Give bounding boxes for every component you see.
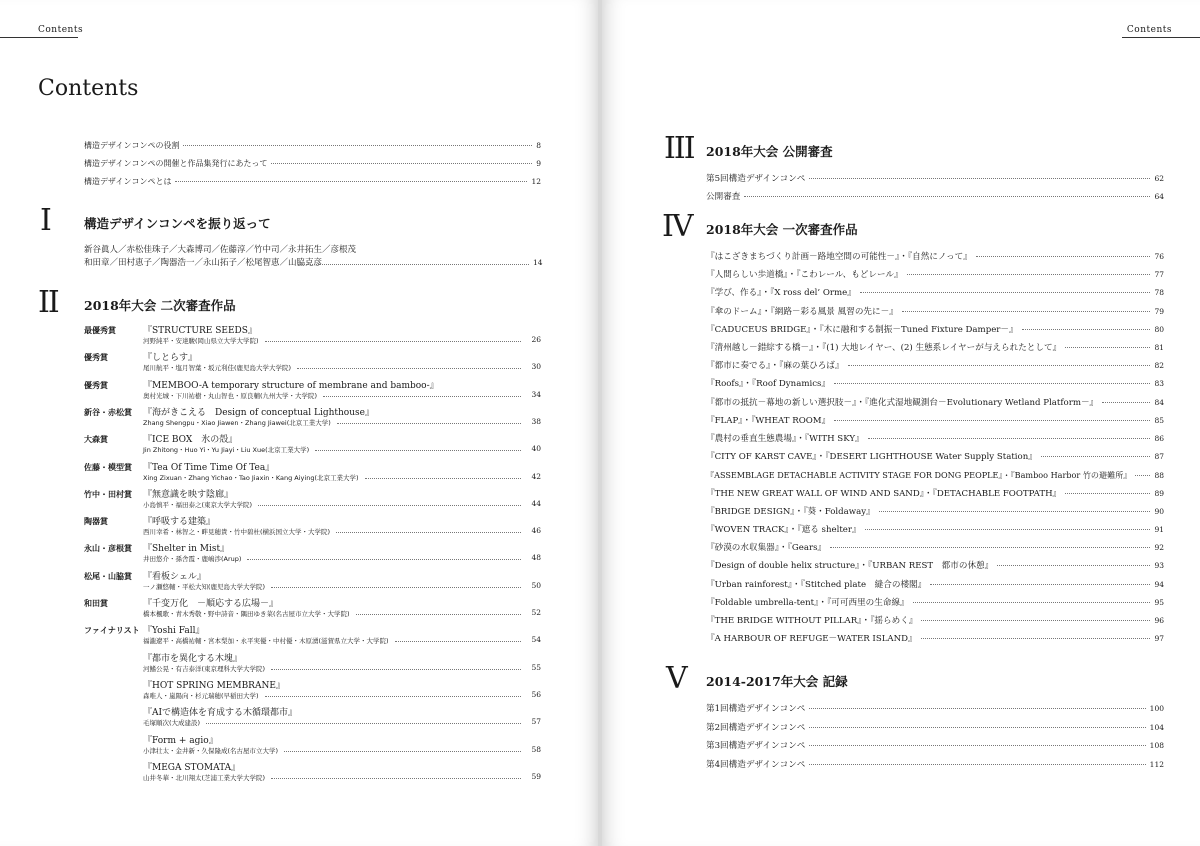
leader-dots: [921, 638, 1151, 639]
leader-dots: [297, 368, 521, 369]
toc-entry-page: 9: [536, 159, 541, 168]
running-head-left: Contents: [38, 25, 84, 35]
toc-entry[interactable]: [706, 739, 1164, 753]
toc-entry-label: 第4回構造デザインコンペ: [706, 759, 806, 770]
entry-title: 『海がきこえる Design of conceptual Lighthouse』: [143, 407, 374, 418]
toc-entry-label: 『Foldable umbrella-tent』・『可可西里の生命線』: [706, 597, 909, 608]
entry-members: 毛塚順次(大成建設): [143, 719, 201, 728]
leader-dots: [1022, 329, 1151, 330]
toc-entry[interactable]: [706, 721, 1164, 735]
entry-title: 『Tea Of Time Time Of Tea』: [143, 462, 275, 473]
toc-entry-label: 『都市に奏でる』・『麻の葉ひろば』: [706, 361, 844, 372]
leader-dots: [834, 383, 1150, 384]
entry-title: 『STRUCTURE SEEDS』: [143, 326, 257, 336]
section-numeral-3: III: [664, 131, 694, 166]
award-label: ファイナリスト: [84, 626, 140, 636]
entry-page: 38: [531, 416, 541, 426]
toc-entry[interactable]: [84, 140, 541, 152]
leader-dots: [336, 532, 521, 533]
toc-entry-page: 108: [1149, 741, 1164, 750]
toc-entry-label: 第1回構造デザインコンペ: [706, 704, 806, 714]
leader-dots: [1135, 475, 1150, 476]
leader-dots: [284, 751, 521, 752]
leader-dots: [365, 478, 521, 479]
toc-entry-page: 112: [1149, 759, 1164, 769]
entry-page: 52: [531, 608, 541, 617]
toc-entry[interactable]: [706, 541, 1164, 555]
toc-entry-page: 93: [1154, 561, 1164, 571]
entry-title: 『呼吸する建築』: [143, 517, 216, 528]
award-entry[interactable]: [84, 486, 541, 514]
entry-page: 42: [531, 471, 541, 481]
entry-members: 尾川航平・塩月智葉・坂元利佳(鹿児島大学大学院): [143, 364, 292, 373]
toc-entry-label: 『人間らしい歩道橋』・『こわレール、もどレール』: [706, 270, 903, 281]
toc-entry-page: 80: [1154, 324, 1164, 334]
entry-members: 井田悠介・孫舎霞・鹿嶋渉(Arup): [143, 555, 242, 564]
toc-entry[interactable]: [706, 487, 1164, 501]
toc-entry-page: 8: [536, 141, 541, 150]
section-numeral-1: I: [40, 203, 50, 238]
leader-dots: [744, 196, 1150, 197]
entry-page: 58: [531, 744, 541, 754]
award-label: 松尾・山脇賞: [84, 571, 132, 581]
entry-members: Xing Zixuan・Zhang Yichao・Tao Jiaxin・Kang Aiying(北京工業大学): [143, 473, 359, 482]
leader-dots: [907, 274, 1151, 275]
toc-entry[interactable]: [706, 359, 1164, 373]
toc-entry-label: 構造デザインコンペとは: [84, 177, 172, 186]
toc-entry-page: 97: [1154, 634, 1164, 644]
toc-entry[interactable]: [706, 578, 1164, 592]
toc-entry[interactable]: [706, 614, 1164, 628]
leader-dots: [183, 145, 532, 146]
page-title: Contents: [38, 76, 139, 101]
section-title-1[interactable]: 構造デザインコンペを振り返って: [84, 216, 271, 231]
toc-entry[interactable]: [706, 396, 1164, 410]
award-label: 佐藤・模型賞: [84, 462, 132, 472]
leader-dots: [337, 423, 521, 424]
toc-entry-page: 62: [1154, 174, 1164, 183]
toc-entry-page: 95: [1154, 597, 1164, 607]
leader-dots: [206, 723, 521, 724]
toc-entry-page: 86: [1154, 434, 1164, 443]
members-line: 和田章／田村恵子／陶器浩一／永山拓子／松尾智恵／山脇克彦: [84, 258, 323, 268]
toc-entry-label: 『砂漠の水収集器』・『Gears』: [706, 543, 827, 554]
section1-members: [84, 244, 356, 270]
toc-entry-page: 79: [1154, 306, 1164, 316]
toc-entry[interactable]: [706, 468, 1164, 482]
award-entry[interactable]: [84, 322, 541, 350]
toc-entry-page: 76: [1154, 252, 1164, 261]
toc-entry-label: 『CADUCEUS BRIDGE』・『木に融和する制振－Tuned Fixture Damper－』: [706, 324, 1018, 335]
leader-dots: [356, 614, 521, 615]
leader-dots: [1102, 402, 1150, 403]
leader-dots: [1041, 456, 1151, 457]
toc-entry-label: 『Design of double helix structure』・『URBAN REST 都市の休憩』: [706, 561, 994, 572]
leader-dots: [247, 559, 521, 560]
entry-title: 『Form + agio』: [143, 735, 218, 746]
toc-entry[interactable]: [706, 414, 1164, 428]
toc-entry-label: 『学び、作る』・『X ross del’ Orme』: [706, 288, 856, 299]
leader-dots: [1065, 493, 1150, 494]
toc-entry[interactable]: [706, 505, 1164, 519]
entry-page: 50: [531, 580, 541, 590]
toc-entry[interactable]: [84, 176, 541, 188]
entry-title: 『Yoshi Fall』: [143, 626, 205, 637]
toc-entry[interactable]: [706, 172, 1164, 186]
award-entry[interactable]: [84, 377, 541, 405]
toc-entry-page: 89: [1154, 488, 1164, 498]
toc-entry[interactable]: [706, 377, 1164, 391]
section1-page[interactable]: 14: [533, 258, 543, 267]
toc-entry-page: 92: [1154, 543, 1164, 553]
toc-entry-page: 78: [1154, 288, 1164, 298]
toc-entry-page: 64: [1154, 192, 1164, 201]
toc-entry-label: 『農村の垂直生態農場』・『WITH SKY』: [706, 434, 864, 444]
award-entry[interactable]: [84, 404, 541, 432]
entry-title: 『HOT SPRING MEMBRANE』: [143, 680, 285, 691]
award-label: 永山・彦根賞: [84, 544, 132, 554]
leader-dots: [175, 181, 527, 182]
running-head-right: Contents: [1126, 25, 1172, 35]
leader-dots: [976, 256, 1151, 257]
entry-members: 山井冬華・北川翔太(芝浦工業大学大学院): [143, 773, 266, 782]
entry-page: 54: [531, 635, 541, 645]
toc-entry-label: 『傘のドーム』・『網路－彩る風景 風習の先に－』: [706, 306, 898, 317]
toc-entry-label: 『Urban rainforest』・『Stitched plate 縫合の楼閣』: [706, 579, 927, 590]
leader-dots: [271, 669, 521, 670]
header-rule-left: [0, 37, 78, 38]
entry-members: 河野純平・安達駿(岡山県立大学大学院): [143, 337, 259, 345]
section-numeral-2: II: [38, 285, 58, 320]
award-label: 優秀賞: [84, 353, 108, 363]
toc-entry-page: 84: [1154, 397, 1164, 407]
toc-entry-page: 104: [1149, 722, 1164, 732]
leader-dots: [809, 764, 1145, 765]
toc-entry-page: 100: [1149, 704, 1164, 713]
toc-entry[interactable]: [706, 559, 1164, 573]
award-entry[interactable]: [84, 459, 541, 487]
toc-entry-label: 第3回構造デザインコンペ: [706, 741, 806, 751]
entry-title: 『看板シェル』: [143, 571, 206, 582]
leader-dots: [868, 438, 1151, 439]
award-entry[interactable]: [84, 431, 541, 459]
award-entry[interactable]: [84, 595, 541, 623]
toc-entry-page: 83: [1154, 379, 1164, 389]
award-entry[interactable]: [84, 568, 541, 596]
leader-dots: [809, 745, 1145, 746]
entry-page: 46: [531, 526, 541, 536]
toc-entry-label: 『A HARBOUR OF REFUGE－WATER ISLAND』: [706, 634, 917, 645]
award-entry[interactable]: [84, 650, 541, 678]
award-label: 優秀賞: [84, 380, 108, 390]
leader-dots: [271, 587, 521, 588]
toc-entry[interactable]: [706, 432, 1164, 446]
leader-dots: [921, 620, 1150, 621]
entry-title: 『ICE BOX 氷の殻』: [143, 435, 238, 446]
toc-entry-label: 『CITY OF KARST CAVE』・『DESERT LIGHTHOUSE Water Supply Station』: [706, 452, 1037, 463]
toc-entry-page: 77: [1154, 270, 1164, 280]
toc-entry-page: 91: [1154, 525, 1164, 534]
entry-title: 『無意識を映す陰廊』: [143, 489, 234, 500]
entry-members: 福瀧遼平・高橋祐輔・宮本梨加・永平実優・中村優・木原湧(滋賀県立大学・大学院): [143, 637, 389, 646]
toc-entry-label: 『ASSEMBLAGE DETACHABLE ACTIVITY STAGE FOR DONG PEOPLE』・『Bamboo Harbor 竹の避難所』: [706, 470, 1132, 481]
toc-entry-page: 90: [1154, 506, 1164, 516]
entry-members: 小津壮太・金井新・久保隆成(名古屋市立大学): [143, 746, 279, 755]
award-label: 竹中・田村賞: [84, 489, 132, 499]
leader-dots: [860, 292, 1151, 293]
toc-entry-label: 『FLAP』・『WHEAT ROOM』: [706, 415, 831, 426]
leader-dots: [913, 602, 1151, 603]
toc-entry-label: 構造デザインコンペの役割: [84, 141, 180, 150]
entry-members: Jin Zhitong・Huo Yi・Yu Jiayi・Liu Xue(北京工業大学): [143, 446, 310, 455]
toc-entry-page: 82: [1154, 361, 1164, 371]
entry-page: 56: [531, 689, 541, 699]
leader-dots: [930, 584, 1150, 585]
section-numeral-5: V: [666, 661, 686, 696]
leader-dots: [265, 696, 521, 697]
toc-entry[interactable]: [706, 341, 1164, 355]
toc-entry-label: 『THE NEW GREAT WALL OF WIND AND SAND』・『DETACHABLE FOOTPATH』: [706, 488, 1062, 499]
award-entry[interactable]: [84, 622, 541, 650]
toc-entry[interactable]: [706, 523, 1164, 537]
entry-title: 『AIで構造体を育成する木循環都市』: [143, 708, 298, 719]
toc-entry-page: 87: [1154, 452, 1164, 462]
toc-entry[interactable]: [706, 450, 1164, 464]
leader-dots: [834, 420, 1150, 421]
entry-title: 『MEGA STOMATA』: [143, 762, 241, 773]
award-label: 大森賞: [84, 435, 108, 445]
header-rule-right: [1122, 37, 1200, 38]
toc-entry-page: 12: [531, 177, 541, 186]
toc-entry[interactable]: [84, 158, 541, 170]
toc-entry-label: 『THE BRIDGE WITHOUT PILLAR』・『揺らめく』: [706, 616, 918, 626]
entry-members: 奥村光城・下川祐樹・丸山智也・原良輔(九州大学・大学院): [143, 391, 318, 400]
award-label: 陶器賞: [84, 517, 108, 527]
toc-entry[interactable]: [706, 268, 1164, 282]
left-page: [0, 0, 598, 846]
entry-page: 48: [531, 553, 541, 563]
section-title-5[interactable]: 2014-2017年大会 記録: [706, 674, 848, 689]
entry-members: 小島慎平・福田泰之(東京大学大学院): [143, 500, 253, 509]
toc-entry-label: 『清州越し－錯綜する橋－』・『(1) 大地レイヤー、(2) 生態系レイヤーが与えられたとして』: [706, 343, 1062, 353]
award-entry[interactable]: [84, 704, 541, 732]
entry-members: Zhang Shengpu・Xiao Jiawen・Zhang Jiawei(北京工業大学): [143, 418, 331, 427]
leader-dots: [271, 163, 532, 164]
section-numeral-4: IV: [662, 209, 692, 244]
toc-entry[interactable]: [706, 632, 1164, 646]
award-entry[interactable]: [84, 540, 541, 568]
entry-title: 『MEMBOO-A temporary structure of membrane and bamboo-』: [143, 380, 439, 391]
toc-entry[interactable]: [706, 305, 1164, 319]
section-title-4[interactable]: 2018年大会 一次審査作品: [706, 222, 858, 237]
entry-title: 『Shelter in Mist』: [143, 544, 230, 555]
toc-entry-page: 88: [1154, 471, 1164, 481]
toc-entry-label: 構造デザインコンペの開催と作品集発行にあたって: [84, 159, 268, 168]
toc-entry[interactable]: [706, 286, 1164, 300]
leader-dots: [258, 505, 521, 506]
award-entry[interactable]: [84, 677, 541, 705]
leader-dots: [395, 641, 521, 642]
entry-members: 河鰭公晃・有吉泰洋(東京理科大学大学院): [143, 664, 266, 673]
leader-dots: [809, 708, 1145, 709]
entry-title: 『しとらす』: [143, 353, 198, 364]
award-entry[interactable]: [84, 349, 541, 377]
members-line: 新谷眞人／赤松佳珠子／大森博司／佐藤淳／竹中司／永井拓生／彦根茂: [84, 245, 357, 255]
leader-dots: [809, 178, 1150, 179]
leader-dots: [865, 529, 1151, 530]
leader-dots: [323, 396, 521, 397]
leader-dots: [1065, 347, 1150, 348]
toc-entry-label: 『はこざきまちづくり計画－路地空間の可能性－』・『自然にノって』: [706, 252, 972, 262]
leader-dots: [265, 341, 521, 342]
section-title-2[interactable]: 2018年大会 二次審査作品: [84, 298, 236, 313]
toc-entry-label: 第5回構造デザインコンペ: [706, 174, 806, 184]
leader-dots: [879, 511, 1151, 512]
leader-dots: [848, 365, 1151, 366]
toc-entry[interactable]: [706, 758, 1164, 772]
award-entry[interactable]: [84, 759, 541, 787]
toc-entry-label: 『BRIDGE DESIGN』・『葵・Foldaway』: [706, 506, 875, 517]
leader-dots: [315, 450, 521, 451]
toc-entry-label: 『Roofs』・『Roof Dynamics』: [706, 379, 831, 390]
entry-page: 44: [531, 498, 541, 508]
leader-dots: [271, 778, 521, 779]
award-entry[interactable]: [84, 732, 541, 760]
section-title-3[interactable]: 2018年大会 公開審査: [706, 144, 833, 159]
entry-title: 『都市を異化する木塊』: [143, 653, 243, 664]
leader-dots: [902, 311, 1151, 312]
leader-dots: [830, 547, 1150, 548]
toc-entry[interactable]: [706, 702, 1164, 716]
entry-members: 橋本楓歌・青木秀敬・野中詩音・隅田ゆき菜(名古屋市立大学・大学院): [143, 610, 350, 618]
toc-entry[interactable]: [706, 250, 1164, 264]
entry-page: 40: [531, 444, 541, 454]
entry-page: 30: [531, 362, 541, 372]
toc-entry-label: 第2回構造デザインコンペ: [706, 722, 806, 733]
toc-entry[interactable]: [706, 596, 1164, 610]
award-entry[interactable]: [84, 513, 541, 541]
toc-entry-label: 公開審査: [706, 192, 741, 202]
toc-entry-label: 『WOVEN TRACK』・『遮る shelter』: [706, 525, 861, 535]
leader-dots: [298, 264, 529, 265]
award-label: 和田賞: [84, 599, 108, 608]
entry-members: 一ノ瀬悠輔・平松大知(鹿児島大学大学院): [143, 582, 266, 591]
toc-entry-page: 96: [1154, 616, 1164, 625]
toc-entry-page: 94: [1154, 579, 1164, 589]
toc-entry[interactable]: [706, 190, 1164, 204]
entry-page: 55: [531, 662, 541, 672]
toc-entry-label: 『都市の抵抗－幕地の新しい選択肢－』・『進化式湿地観測台－Evolutionary Wetland Platform－』: [706, 397, 1099, 408]
entry-page: 26: [531, 335, 541, 344]
entry-page: 59: [531, 771, 541, 781]
toc-entry-page: 81: [1154, 343, 1164, 352]
toc-entry[interactable]: [706, 323, 1164, 337]
entry-page: 34: [531, 389, 541, 399]
leader-dots: [997, 565, 1150, 566]
entry-page: 57: [531, 717, 541, 727]
entry-members: 西川幸希・林智之・畔見穂貴・竹中碧杜(横浜国立大学・大学院): [143, 528, 331, 537]
entry-members: 森唯人・嵐陽向・杉元瑞穂(早稲田大学): [143, 691, 259, 700]
entry-title: 『千变万化 －順応する広場－』: [143, 599, 279, 609]
toc-entry-page: 85: [1154, 415, 1164, 425]
award-label: 最優秀賞: [84, 326, 116, 335]
leader-dots: [809, 727, 1145, 728]
award-label: 新谷・赤松賞: [84, 407, 132, 417]
